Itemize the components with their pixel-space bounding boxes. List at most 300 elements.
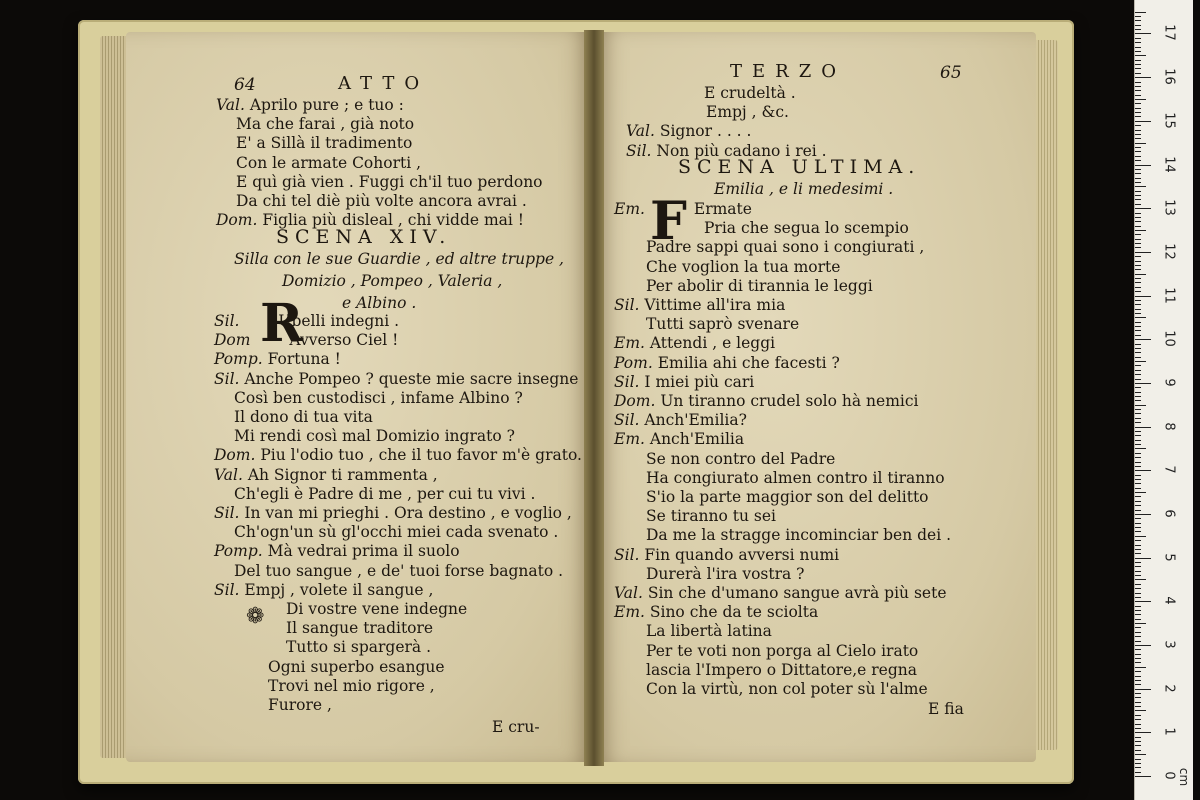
ruler-number: 5 xyxy=(1161,552,1177,562)
verse-line xyxy=(286,638,431,657)
verse-text: Un tiranno crudel solo hà nemici xyxy=(660,392,919,410)
verse-line xyxy=(614,546,839,565)
verse-line xyxy=(646,622,772,641)
ruler-tick xyxy=(1135,326,1141,327)
verse-text: In van mi prieghi . Ora destino , e voglio , xyxy=(244,504,572,522)
ruler-tick xyxy=(1135,732,1151,733)
ruler-tick xyxy=(1135,558,1151,559)
ruler-tick xyxy=(1135,322,1141,323)
ruler-tick xyxy=(1135,344,1141,345)
verse-text: Ha congiurato almen contro il tiranno xyxy=(646,468,945,487)
ruler-tick xyxy=(1135,488,1141,489)
verse-line xyxy=(614,584,947,603)
verse-text: Durerà l'ira vostra ? xyxy=(646,564,805,583)
ruler-tick xyxy=(1135,684,1141,685)
page-number: 65 xyxy=(940,63,962,83)
ruler-tick xyxy=(1135,649,1141,650)
ruler-tick xyxy=(1135,523,1141,524)
ruler-tick xyxy=(1135,479,1141,480)
verse-line xyxy=(646,661,917,680)
verse-line xyxy=(214,581,433,600)
speaker-label: Sil. xyxy=(626,141,657,160)
speaker-label: Sil. xyxy=(214,312,245,330)
verse-line xyxy=(268,658,445,677)
ruler-tick xyxy=(1135,256,1141,257)
verse-text: Ch'egli è Padre di me , per cui tu vivi . xyxy=(234,484,536,503)
verse-line xyxy=(234,485,535,504)
ruler-tick xyxy=(1135,60,1141,61)
ruler-tick xyxy=(1135,51,1141,52)
ruler-tick xyxy=(1135,702,1141,703)
running-head: TERZO xyxy=(730,61,846,82)
ruler-number: 4 xyxy=(1161,596,1177,605)
ruler-tick xyxy=(1135,309,1141,310)
scene-heading: SCENA ULTIMA. xyxy=(678,156,921,178)
speaker-label: Pomp. xyxy=(214,350,268,369)
ruler-tick xyxy=(1135,130,1141,131)
speaker-label: Sil. xyxy=(214,504,245,522)
verse-line xyxy=(646,277,873,296)
verse-line xyxy=(614,373,754,392)
speaker-label: Pomp. xyxy=(214,542,268,561)
ruler-tick xyxy=(1135,29,1141,30)
ruler-number: 16 xyxy=(1161,68,1177,85)
ruler-tick xyxy=(1135,549,1141,550)
right-page-text xyxy=(596,32,1036,762)
ruler-tick xyxy=(1135,579,1146,580)
stage-direction: Emilia , e li medesimi . xyxy=(714,180,894,198)
ruler-tick xyxy=(1135,300,1141,301)
ruler-tick xyxy=(1135,475,1141,476)
verse-line xyxy=(236,173,543,192)
ruler-tick xyxy=(1135,64,1141,65)
ruler-tick xyxy=(1135,156,1141,157)
verse-text: Fortuna ! xyxy=(267,350,341,369)
ruler-tick xyxy=(1135,483,1141,484)
ruler-tick xyxy=(1135,627,1141,628)
ruler-tick xyxy=(1135,221,1141,222)
ruler-tick xyxy=(1135,313,1141,314)
verse-line xyxy=(614,334,775,353)
ruler-number: 6 xyxy=(1161,509,1177,518)
ruler-tick xyxy=(1135,750,1141,751)
ruler-tick xyxy=(1135,291,1141,292)
verse-line xyxy=(704,84,796,103)
ruler-tick xyxy=(1135,623,1146,624)
ruler-tick xyxy=(1135,518,1141,519)
verse-text: lascia l'Impero o Dittatore,e regna xyxy=(646,660,918,679)
verse-line xyxy=(214,466,438,485)
verse-text: Figlia più disleal , chi vidde mai ! xyxy=(262,211,525,230)
ruler-tick xyxy=(1135,25,1141,26)
ruler-tick xyxy=(1135,697,1141,698)
verse-line xyxy=(286,619,433,638)
ruler-tick xyxy=(1135,73,1141,74)
ruler-tick xyxy=(1135,143,1146,144)
ruler-tick xyxy=(1135,462,1141,463)
verse-line xyxy=(614,296,785,315)
ruler-tick xyxy=(1135,671,1141,672)
ruler-tick xyxy=(1135,125,1141,126)
speaker-label: Dom. xyxy=(214,446,261,465)
ruler-tick xyxy=(1135,501,1141,502)
ruler-tick xyxy=(1135,754,1146,755)
ruler-number: 7 xyxy=(1161,465,1177,474)
ruler-tick xyxy=(1135,160,1141,161)
ruler-number: 10 xyxy=(1161,330,1177,347)
catchword: E cru- xyxy=(492,718,540,736)
speaker-label: Sil. xyxy=(214,369,245,388)
verse-text: Padre sappi quai sono i congiurati , xyxy=(646,238,925,257)
ruler-tick xyxy=(1135,33,1151,34)
speaker-label: Sil. xyxy=(614,372,645,391)
ruler-number: 11 xyxy=(1161,286,1177,304)
ruler-tick xyxy=(1135,409,1141,410)
verse-line xyxy=(646,526,951,545)
verse-text: Mà vedrai prima il suolo xyxy=(267,542,460,561)
ruler-tick xyxy=(1135,693,1141,694)
ruler-tick xyxy=(1135,453,1141,454)
verse-line xyxy=(614,411,747,430)
stage-direction: e Albino . xyxy=(342,294,417,312)
verse-text: Sino che da te sciolta xyxy=(649,603,819,622)
ruler-tick xyxy=(1135,553,1141,554)
speaker-label: Val. xyxy=(214,465,248,484)
verse-text: La libertà latina xyxy=(646,622,772,641)
ruler-tick xyxy=(1135,108,1141,109)
speaker-label: Sil. xyxy=(214,580,245,599)
verse-line xyxy=(614,354,840,373)
verse-line xyxy=(626,122,751,141)
ruler-tick xyxy=(1135,575,1141,576)
verse-line xyxy=(234,389,523,408)
ruler-tick xyxy=(1135,710,1146,711)
ruler-tick xyxy=(1135,68,1141,69)
verse-line xyxy=(234,408,373,427)
ruler-tick xyxy=(1135,593,1141,594)
ruler-tick xyxy=(1135,728,1141,729)
verse-text: Signor . . . . xyxy=(659,122,752,141)
ruler-tick xyxy=(1135,243,1141,244)
ruler-tick xyxy=(1135,95,1141,96)
verse-line xyxy=(234,427,515,446)
ruler-tick xyxy=(1135,724,1141,725)
drop-cap: F xyxy=(650,191,687,252)
verse-text: Da chi tel diè più volte ancora avrai . xyxy=(236,192,527,210)
verse-line xyxy=(214,312,399,331)
speaker-label: Sil. xyxy=(614,411,645,430)
ruler-tick xyxy=(1135,457,1141,458)
speaker-label: Val. xyxy=(626,122,660,141)
ruler-tick xyxy=(1135,540,1141,541)
ruler-tick xyxy=(1135,514,1151,515)
ruler-tick xyxy=(1135,186,1146,187)
ruler-tick xyxy=(1135,335,1141,336)
verse-text: Il dono di tua vita xyxy=(234,408,373,426)
ruler-tick xyxy=(1135,169,1141,170)
ruler-tick xyxy=(1135,147,1141,148)
verse-text: E crudeltà . xyxy=(704,84,796,102)
ruler-tick xyxy=(1135,379,1141,380)
ruler-tick xyxy=(1135,247,1141,248)
ruler-tick xyxy=(1135,435,1141,436)
ruler-tick xyxy=(1135,282,1141,283)
speaker-label: Sil. xyxy=(614,545,645,564)
ruler-tick xyxy=(1135,296,1151,297)
verse-line xyxy=(236,134,412,153)
ruler-tick xyxy=(1135,121,1151,122)
verse-line xyxy=(234,523,558,542)
ruler-tick xyxy=(1135,90,1141,91)
ruler-tick xyxy=(1135,208,1151,209)
verse-text: Di vostre vene indegne xyxy=(286,600,468,618)
ruler-tick xyxy=(1135,767,1141,768)
verse-line xyxy=(236,154,421,173)
ruler-tick xyxy=(1135,588,1141,589)
ruler-tick xyxy=(1135,571,1141,572)
verse-line xyxy=(646,238,924,257)
ruler-tick xyxy=(1135,545,1141,546)
ruler-tick xyxy=(1135,510,1141,511)
ruler-tick xyxy=(1135,763,1141,764)
ruler-tick xyxy=(1135,86,1141,87)
verse-line xyxy=(214,446,582,465)
ruler-tick xyxy=(1135,562,1141,563)
verse-text: Con la virtù, non col poter sù l'alme xyxy=(646,680,928,698)
verse-line xyxy=(214,504,572,523)
ruler-tick xyxy=(1135,365,1141,366)
ruler-tick xyxy=(1135,195,1141,196)
stage-direction: Silla con le sue Guardie , ed altre truppe , xyxy=(234,250,564,268)
ruler-tick xyxy=(1135,396,1141,397)
verse-text: Per abolir di tirannia le leggi xyxy=(646,276,873,295)
verse-text: Che voglion la tua morte xyxy=(646,257,841,276)
ruler-tick xyxy=(1135,217,1141,218)
ruler-number: 17 xyxy=(1161,24,1177,42)
ruler-tick xyxy=(1135,645,1151,646)
ruler-tick xyxy=(1135,278,1141,279)
verse-line xyxy=(646,450,835,469)
verse-line xyxy=(236,192,527,211)
verse-line xyxy=(646,642,918,661)
ruler-tick xyxy=(1135,689,1151,690)
ruler-tick xyxy=(1135,199,1141,200)
ruler-tick xyxy=(1135,505,1141,506)
ruler-tick xyxy=(1135,566,1141,567)
verse-text: Del tuo sangue , e de' tuoi forse bagnato . xyxy=(234,561,564,580)
ruler-tick xyxy=(1135,614,1141,615)
ruler-tick xyxy=(1135,619,1141,620)
verse-text: Ah Signor ti rammenta , xyxy=(247,465,438,484)
ruler-tick xyxy=(1135,165,1151,166)
ruler-tick xyxy=(1135,470,1151,471)
ruler-tick xyxy=(1135,658,1141,659)
ruler-tick xyxy=(1135,252,1151,253)
ruler-number: 15 xyxy=(1161,112,1177,129)
ruler-tick xyxy=(1135,370,1141,371)
verse-line xyxy=(646,488,929,507)
ruler-tick xyxy=(1135,178,1141,179)
ruler-tick xyxy=(1135,715,1141,716)
speaker-label: Em. xyxy=(614,603,650,622)
ruler-tick xyxy=(1135,374,1141,375)
ruler-tick xyxy=(1135,606,1141,607)
ruler-tick xyxy=(1135,265,1141,266)
speaker-label: Pom. xyxy=(614,353,658,372)
ruler-tick xyxy=(1135,103,1141,104)
ruler-tick xyxy=(1135,230,1146,231)
ruler-tick xyxy=(1135,383,1151,384)
ruler-tick xyxy=(1135,112,1141,113)
scene-heading: SCENA XIV. xyxy=(276,226,452,248)
verse-text: Anche Pompeo ? queste mie sacre insegne xyxy=(244,369,579,388)
right-page xyxy=(596,32,1036,762)
verse-text: Non più cadano i rei . xyxy=(656,141,827,160)
ruler-tick xyxy=(1135,239,1141,240)
speaker-label: Val. xyxy=(614,584,648,602)
verse-text: Se non contro del Padre xyxy=(646,449,836,468)
left-page-text xyxy=(126,32,592,762)
ruler-tick xyxy=(1135,654,1141,655)
verse-text: Ma che farai , già noto xyxy=(236,115,415,134)
ruler-tick xyxy=(1135,134,1141,135)
page-number: 64 xyxy=(234,75,256,95)
ruler-tick xyxy=(1135,330,1141,331)
drop-cap: R xyxy=(260,293,304,354)
ruler-tick xyxy=(1135,776,1151,777)
ruler-tick xyxy=(1135,47,1141,48)
verse-line xyxy=(214,542,460,561)
verse-line xyxy=(704,219,909,238)
verse-text: Tutto si spargerà . xyxy=(286,638,432,657)
ruler-tick xyxy=(1135,427,1151,428)
verse-text: I miei più cari xyxy=(644,372,755,391)
verse-text: Il sangue traditore xyxy=(286,619,434,638)
ruler-tick xyxy=(1135,662,1141,663)
verse-line xyxy=(646,315,799,334)
ruler-tick xyxy=(1135,737,1141,738)
book-gutter xyxy=(584,30,604,766)
verse-line xyxy=(614,603,818,622)
ruler-tick xyxy=(1135,745,1141,746)
ruler-tick xyxy=(1135,226,1141,227)
ruler-tick xyxy=(1135,361,1146,362)
catchword: E fia xyxy=(928,700,964,718)
verse-text: Empj , volete il sangue , xyxy=(244,580,434,599)
ruler-tick xyxy=(1135,531,1141,532)
verse-line xyxy=(614,430,744,449)
verse-line xyxy=(214,370,578,389)
ruler-tick xyxy=(1135,287,1141,288)
ruler-tick xyxy=(1135,274,1146,275)
ruler-tick xyxy=(1135,352,1141,353)
ruler-tick xyxy=(1135,12,1146,13)
verse-text: Con le armate Cohorti , xyxy=(236,153,422,172)
running-head: ATTO xyxy=(338,73,430,94)
ruler-tick xyxy=(1135,422,1141,423)
ruler-tick xyxy=(1135,667,1146,668)
ruler-tick xyxy=(1135,387,1141,388)
verse-line xyxy=(236,115,414,134)
speaker-label: Sil. xyxy=(614,296,645,314)
ruler-tick xyxy=(1135,339,1151,340)
ruler-tick xyxy=(1135,191,1141,192)
ruler-tick xyxy=(1135,772,1141,773)
ruler-tick xyxy=(1135,444,1141,445)
ruler-tick xyxy=(1135,348,1141,349)
ruler-number: 1 xyxy=(1161,727,1177,736)
stage-direction: Domizio , Pompeo , Valeria , xyxy=(282,272,503,290)
verse-text: Da me la stragge incominciar ben dei . xyxy=(646,526,952,545)
verse-text: E quì già vien . Fuggi ch'il tuo perdono xyxy=(236,172,543,191)
ruler-tick xyxy=(1135,357,1141,358)
ruler-number: 14 xyxy=(1161,155,1177,173)
ruler-tick xyxy=(1135,405,1146,406)
speaker-label: Em. xyxy=(614,200,650,218)
ruler-tick xyxy=(1135,466,1141,467)
ruler-number: 0 xyxy=(1161,771,1177,780)
ruler-tick xyxy=(1135,317,1146,318)
ruler-number: 3 xyxy=(1161,640,1177,649)
verse-line xyxy=(614,392,919,411)
verse-text: Ogni superbo esangue xyxy=(268,657,445,676)
ruler-tick xyxy=(1135,77,1151,78)
verse-text: Tutti saprò svenare xyxy=(646,315,800,334)
ruler-tick xyxy=(1135,527,1141,528)
speaker-label: Dom. xyxy=(216,211,263,230)
ruler-tick xyxy=(1135,641,1141,642)
ruler-tick xyxy=(1135,536,1146,537)
ruler-number: 8 xyxy=(1161,421,1177,431)
verse-text: Pria che segua lo scempio xyxy=(704,219,909,238)
verse-text: Emilia ahi che facesti ? xyxy=(657,353,840,372)
ruler-tick xyxy=(1135,138,1141,139)
verse-text: Empj , &c. xyxy=(706,103,789,122)
ruler-tick xyxy=(1135,676,1141,677)
ruler-number: 9 xyxy=(1161,378,1177,387)
ruler-tick xyxy=(1135,632,1141,633)
verse-line xyxy=(234,562,563,581)
ruler-tick xyxy=(1135,584,1141,585)
ruler-tick xyxy=(1135,496,1141,497)
ruler-tick xyxy=(1135,440,1141,441)
printer-ornament-icon: ❁ xyxy=(246,604,265,629)
ruler-tick xyxy=(1135,304,1141,305)
ruler-tick xyxy=(1135,116,1141,117)
verse-text: Trovi nel mio rigore , xyxy=(268,676,435,695)
verse-text: Così ben custodisci , infame Albino ? xyxy=(234,388,523,407)
ruler-tick xyxy=(1135,680,1141,681)
ruler-tick xyxy=(1135,719,1141,720)
ruler-tick xyxy=(1135,234,1141,235)
ruler-tick xyxy=(1135,392,1141,393)
verse-text: Anch'Emilia xyxy=(649,430,745,449)
verse-line xyxy=(268,677,435,696)
verse-line xyxy=(216,96,404,115)
verse-text: E' a Sillà il tradimento xyxy=(236,134,413,153)
verse-text: Piu l'odio tuo , che il tuo favor m'è grato. xyxy=(260,446,582,465)
ruler-tick xyxy=(1135,601,1151,602)
verse-text: Vittime all'ira mia xyxy=(644,296,786,314)
verse-line xyxy=(706,103,789,122)
speaker-label: Val. xyxy=(216,96,250,114)
ruler-tick xyxy=(1135,204,1141,205)
ruler-tick xyxy=(1135,610,1141,611)
ruler-tick xyxy=(1135,413,1141,414)
ruler-tick xyxy=(1135,173,1141,174)
ruler-tick xyxy=(1135,16,1141,17)
ruler-tick xyxy=(1135,636,1141,637)
